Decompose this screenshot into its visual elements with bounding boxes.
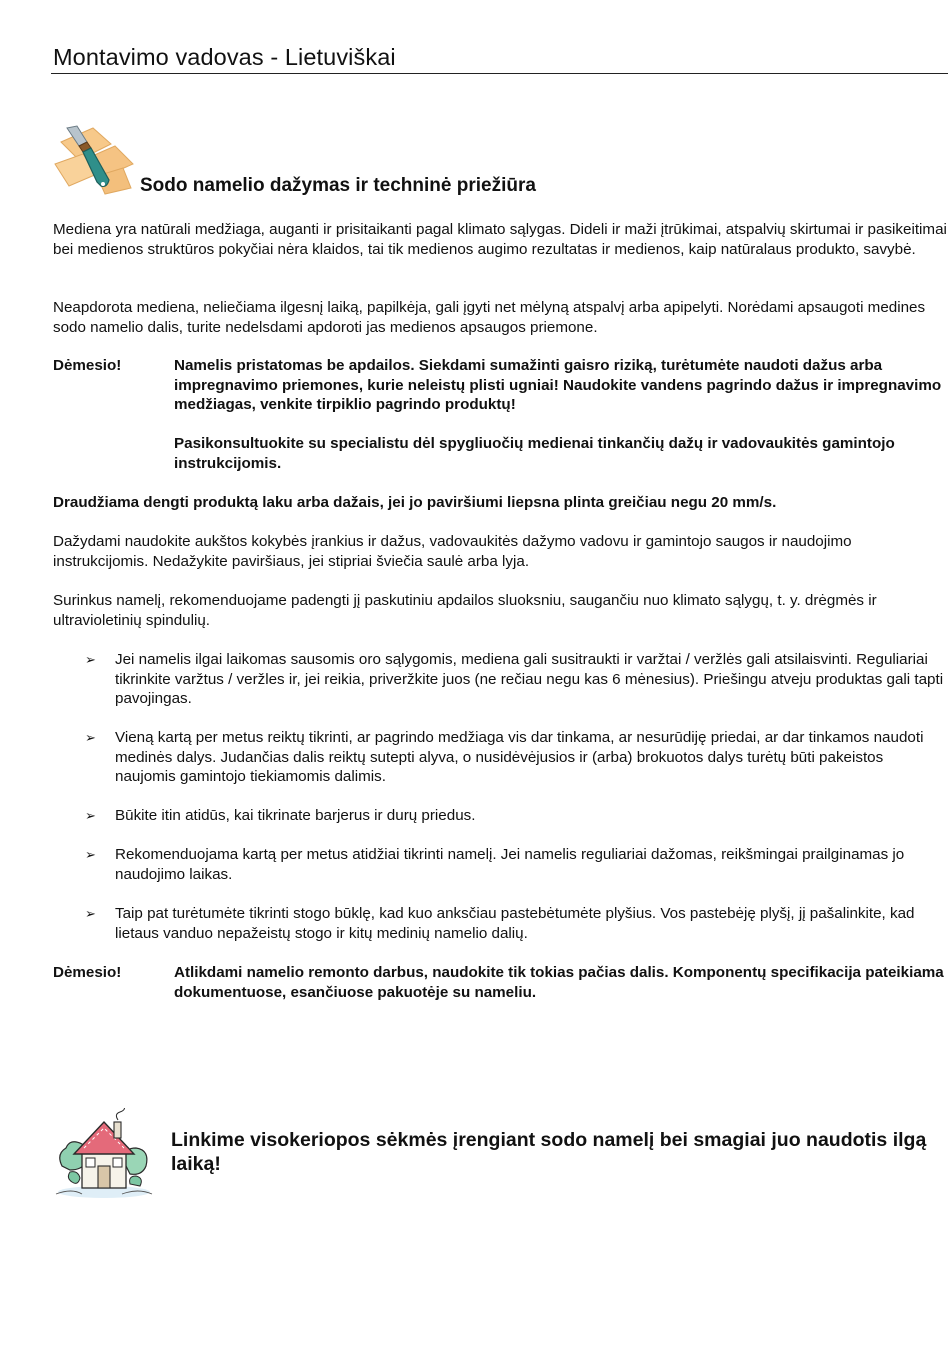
header-title: Montavimo vadovas - Lietuviškai — [53, 44, 396, 70]
list-item-text: Vieną kartą per metus reiktų tikrinti, ar pagrindo medžiaga vis dar tinkama, ar nesurūdiję priedai, ar dar tinkamos naudoti medinės dalys. Judančias dalis reiktų sutepti alyva, o nusidėvėjusios ir (arba) brokuotos dalys turėtų būti pakeistos naujomis gamintojo tiekiamomis dalimis. — [115, 729, 924, 786]
attention-label: Dėmesio! — [53, 964, 122, 981]
repair-note-text: Atlikdami namelio remonto darbus, naudokite tik tokias pačias dalis. Komponentų specifikacija pateikiama dokumentuose, esančiuose pakuotėje su nameliu. — [174, 964, 944, 1001]
closing-message: Linkime visokeriopos sėkmės įrengiant sodo namelį bei smagiai juo naudotis ilgą laiką! — [171, 1129, 927, 1175]
section-title: Sodo namelio dažymas ir techninė priežiūra — [140, 175, 536, 196]
house-icon — [52, 1108, 158, 1200]
arrow-bullet-icon: ➢ — [85, 906, 96, 921]
header-divider — [51, 73, 948, 74]
list-item-text: Rekomenduojama kartą per metus atidžiai tikrinti namelį. Jei namelis reguliariai dažomas, reikšmingai prailginamas jo naudojimo laikas. — [115, 846, 905, 883]
arrow-bullet-icon: ➢ — [85, 847, 96, 862]
finish-paragraph: Surinkus namelį, rekomenduojame padengti jį paskutiniu apdailos sluoksniu, saugančiu nuo klimato sąlygų, t. y. drėgmės ir ultravioletinių spindulių. — [53, 592, 877, 629]
paint-brush-icon — [53, 124, 135, 196]
attention-consult-text: Pasikonsultuokite su specialistu dėl spygliuočių medienai tinkančių dažų ir vadovaukitės gamintojo instrukcijomis. — [174, 435, 895, 472]
painting-paragraph: Dažydami naudokite aukštos kokybės įrankius ir dažus, vadovaukitės dažymo vadovu ir gamintojo saugos ir naudojimo instrukcijomis. Nedažykite paviršiaus, jei stipriai šviečia saulė arba lyja. — [53, 533, 852, 570]
list-item-text: Taip pat turėtumėte tikrinti stogo būklę, kad kuo anksčiau pastebėtumėte plyšius. Vos pastebėję plyšį, jį pašalinkite, kad lietaus vanduo nepažeistų stogo ir kitų medinių namelio dalių. — [115, 905, 915, 942]
arrow-bullet-icon: ➢ — [85, 808, 96, 823]
protection-paragraph: Neapdorota mediena, neliečiama ilgesnį laiką, papilkėja, gali įgyti net mėlyną atspalvį arba apipelyti. Norėdami apsaugoti medines sodo namelio dalis, turite nedelsdami apdoroti jas medienos apsaugos priemone. — [53, 299, 926, 336]
intro-paragraph: Mediena yra natūrali medžiaga, auganti ir prisitaikanti pagal klimato sąlygas. Dideli ir maži įtrūkimai, atspalvių skirtumai ir pasikeitimai bei medienos struktūros pokyčiai nėra klaidos, tai tik medienos augimo rezultatas ir medienos, kaip natūralaus produkto, savybė. — [53, 221, 947, 258]
fire-warning: Draudžiama dengti produktą laku arba dažais, jei jo paviršiumi liepsna plinta greičiau negu 20 mm/s. — [53, 494, 777, 511]
attention-text: Namelis pristatomas be apdailos. Siekdami sumažinti gaisro riziką, turėtumėte naudoti dažus arba impregnavimo priemones, kurie neleistų plisti ugniai! Naudokite vandens pagrindo dažus ir impregnavimo medžiagas, venkite tirpiklio pagrindo produktų! — [174, 357, 942, 414]
attention-label: Dėmesio! — [53, 357, 122, 374]
arrow-bullet-icon: ➢ — [85, 652, 96, 667]
list-item-text: Jei namelis ilgai laikomas sausomis oro sąlygomis, mediena gali susitraukti ir varžtai / veržlės gali atsilaisvinti. Reguliariai tikrinkite varžtus / veržles ir, jei reikia, priveržkite juos (ne rečiau negu kas 6 mėnesius). Priešingu atveju produktas gali tapti pavojingas. — [115, 651, 944, 708]
list-item-text: Būkite itin atidūs, kai tikrinate barjerus ir durų priedus. — [115, 807, 476, 824]
arrow-bullet-icon: ➢ — [85, 730, 96, 745]
